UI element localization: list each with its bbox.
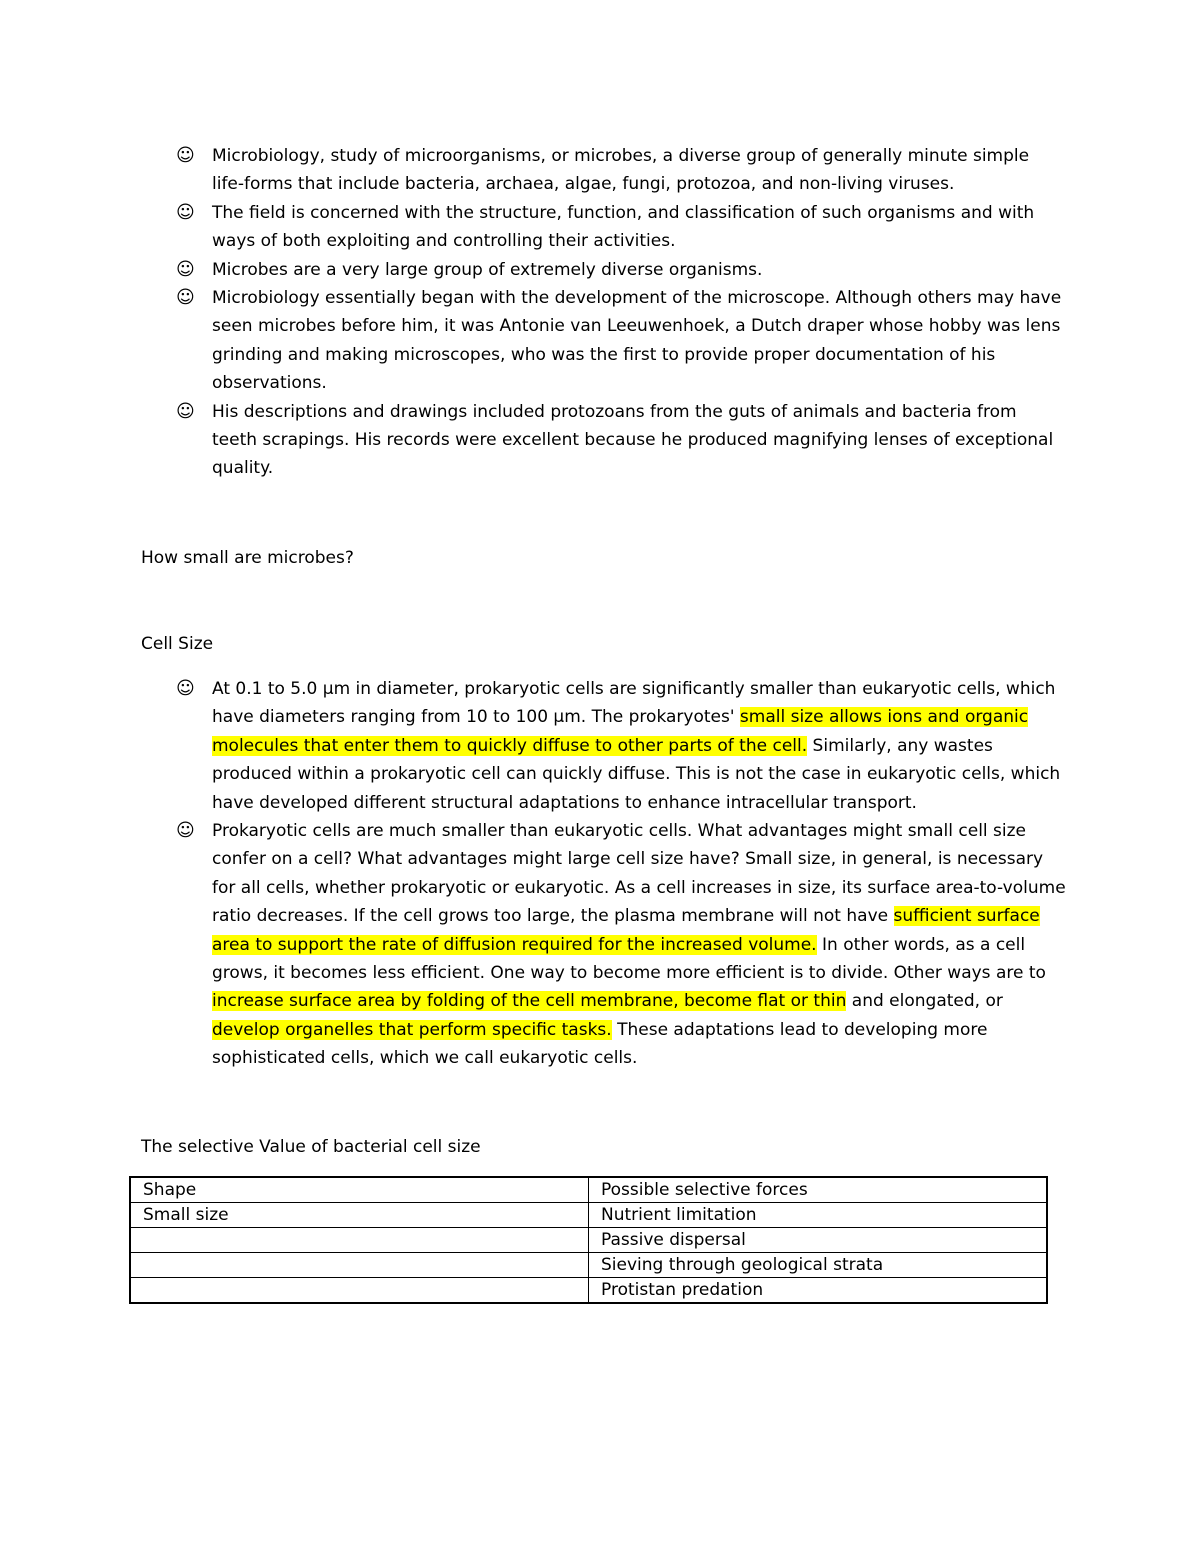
heading-how-small: How small are microbes? [141, 548, 354, 568]
list-item [176, 199, 1066, 256]
bullet-text: In other words, as a cell grows, it becomes less efficient. One way to become more efficient is to divide. Other ways are to [212, 934, 1046, 984]
table-row [130, 1253, 1047, 1278]
highlighted-text: sufficient surface area to support the rate of diffusion required for the increased volume. [212, 906, 1040, 955]
heading-cell-size: Cell Size [141, 634, 214, 654]
bullet-text: Microbes are a very large group of extremely diverse organisms. [212, 259, 763, 280]
smiley-bullet-icon: ☺ [176, 258, 195, 280]
highlighted-text: develop organelles that perform specific tasks. [212, 1019, 612, 1040]
smiley-bullet-icon: ☺ [176, 201, 195, 223]
cell-size-bullet-list [176, 675, 1066, 1073]
table-cell [130, 1228, 589, 1253]
table-cell: Protistan predation [589, 1278, 1048, 1304]
smiley-bullet-icon: ☺ [176, 678, 195, 699]
table-cell: Possible selective forces [589, 1177, 1048, 1203]
table-row [130, 1177, 1047, 1203]
highlighted-text: increase surface area by folding of the cell membrane, become flat or thin [212, 991, 847, 1012]
table-cell: Small size [130, 1203, 589, 1228]
table-row [130, 1203, 1047, 1228]
list-item [176, 675, 1066, 817]
bullet-text: Similarly, any wastes produced within a prokaryotic cell can quickly diffuse. This is not the case in eukaryotic cells, which have developed different structural adaptations to enhance intracellular transport. [212, 735, 1061, 813]
highlighted-text: small size allows ions and organic molecules that enter them to quickly diffuse to other parts of the cell. [212, 707, 1029, 756]
heading-selective-value: The selective Value of bacterial cell size [141, 1137, 481, 1157]
list-item [176, 817, 1066, 1073]
bullet-text: His descriptions and drawings included protozoans from the guts of animals and bacteria from teeth scrapings. His records were excellent because he produced magnifying lenses of exceptional quality. [212, 401, 1054, 479]
bullet-text: and elongated, or [846, 991, 1003, 1012]
table-cell: Passive dispersal [589, 1228, 1048, 1253]
table-row [130, 1228, 1047, 1253]
table-cell [130, 1253, 589, 1278]
list-item [176, 142, 1066, 199]
bullet-text: These adaptations lead to developing more sophisticated cells, which we call eukaryotic cells. [212, 1019, 988, 1069]
bullet-text: Microbiology essentially began with the development of the microscope. Although others may have seen microbes before him, it was Antonie van Leeuwenhoek, a Dutch draper whose hobby was lens grinding and making microscopes, who was the first to provide proper documentation of his observations. [212, 288, 1062, 394]
smiley-bullet-icon: ☺ [176, 145, 195, 166]
list-item [176, 284, 1066, 398]
intro-bullet-list [176, 142, 1066, 483]
smiley-bullet-icon: ☺ [176, 820, 195, 842]
smiley-bullet-icon: ☺ [176, 287, 195, 309]
list-item [176, 256, 1066, 284]
bullet-text: The field is concerned with the structure, function, and classification of such organisms and with ways of both exploiting and controlling their activities. [212, 202, 1035, 252]
selective-value-table [129, 1176, 1048, 1304]
table-row [130, 1278, 1047, 1304]
table-cell: Shape [130, 1177, 589, 1203]
smiley-bullet-icon: ☺ [176, 400, 195, 422]
table-cell: Sieving through geological strata [589, 1253, 1048, 1278]
bullet-text: Prokaryotic cells are much smaller than eukaryotic cells. What advantages might small cell size confer on a cell? What advantages might large cell size have? Small size, in general, is necessary for all cells, whether prokaryotic or eukaryotic. As a cell increases in size, its surface area-to-volume ratio decreases. If the cell grows too large, the plasma membrane will not have [212, 821, 1066, 927]
list-item [176, 398, 1066, 483]
bullet-text: Microbiology, study of microorganisms, or microbes, a diverse group of generally minute simple life-forms that include bacteria, archaea, algae, fungi, protozoa, and non-living viruses. [212, 146, 1030, 195]
table-cell: Nutrient limitation [589, 1203, 1048, 1228]
table-cell [130, 1278, 589, 1304]
bullet-text: At 0.1 to 5.0 μm in diameter, prokaryotic cells are significantly smaller than eukaryotic cells, which have diameters ranging from 10 to 100 μm. The prokaryotes' [212, 679, 1056, 728]
